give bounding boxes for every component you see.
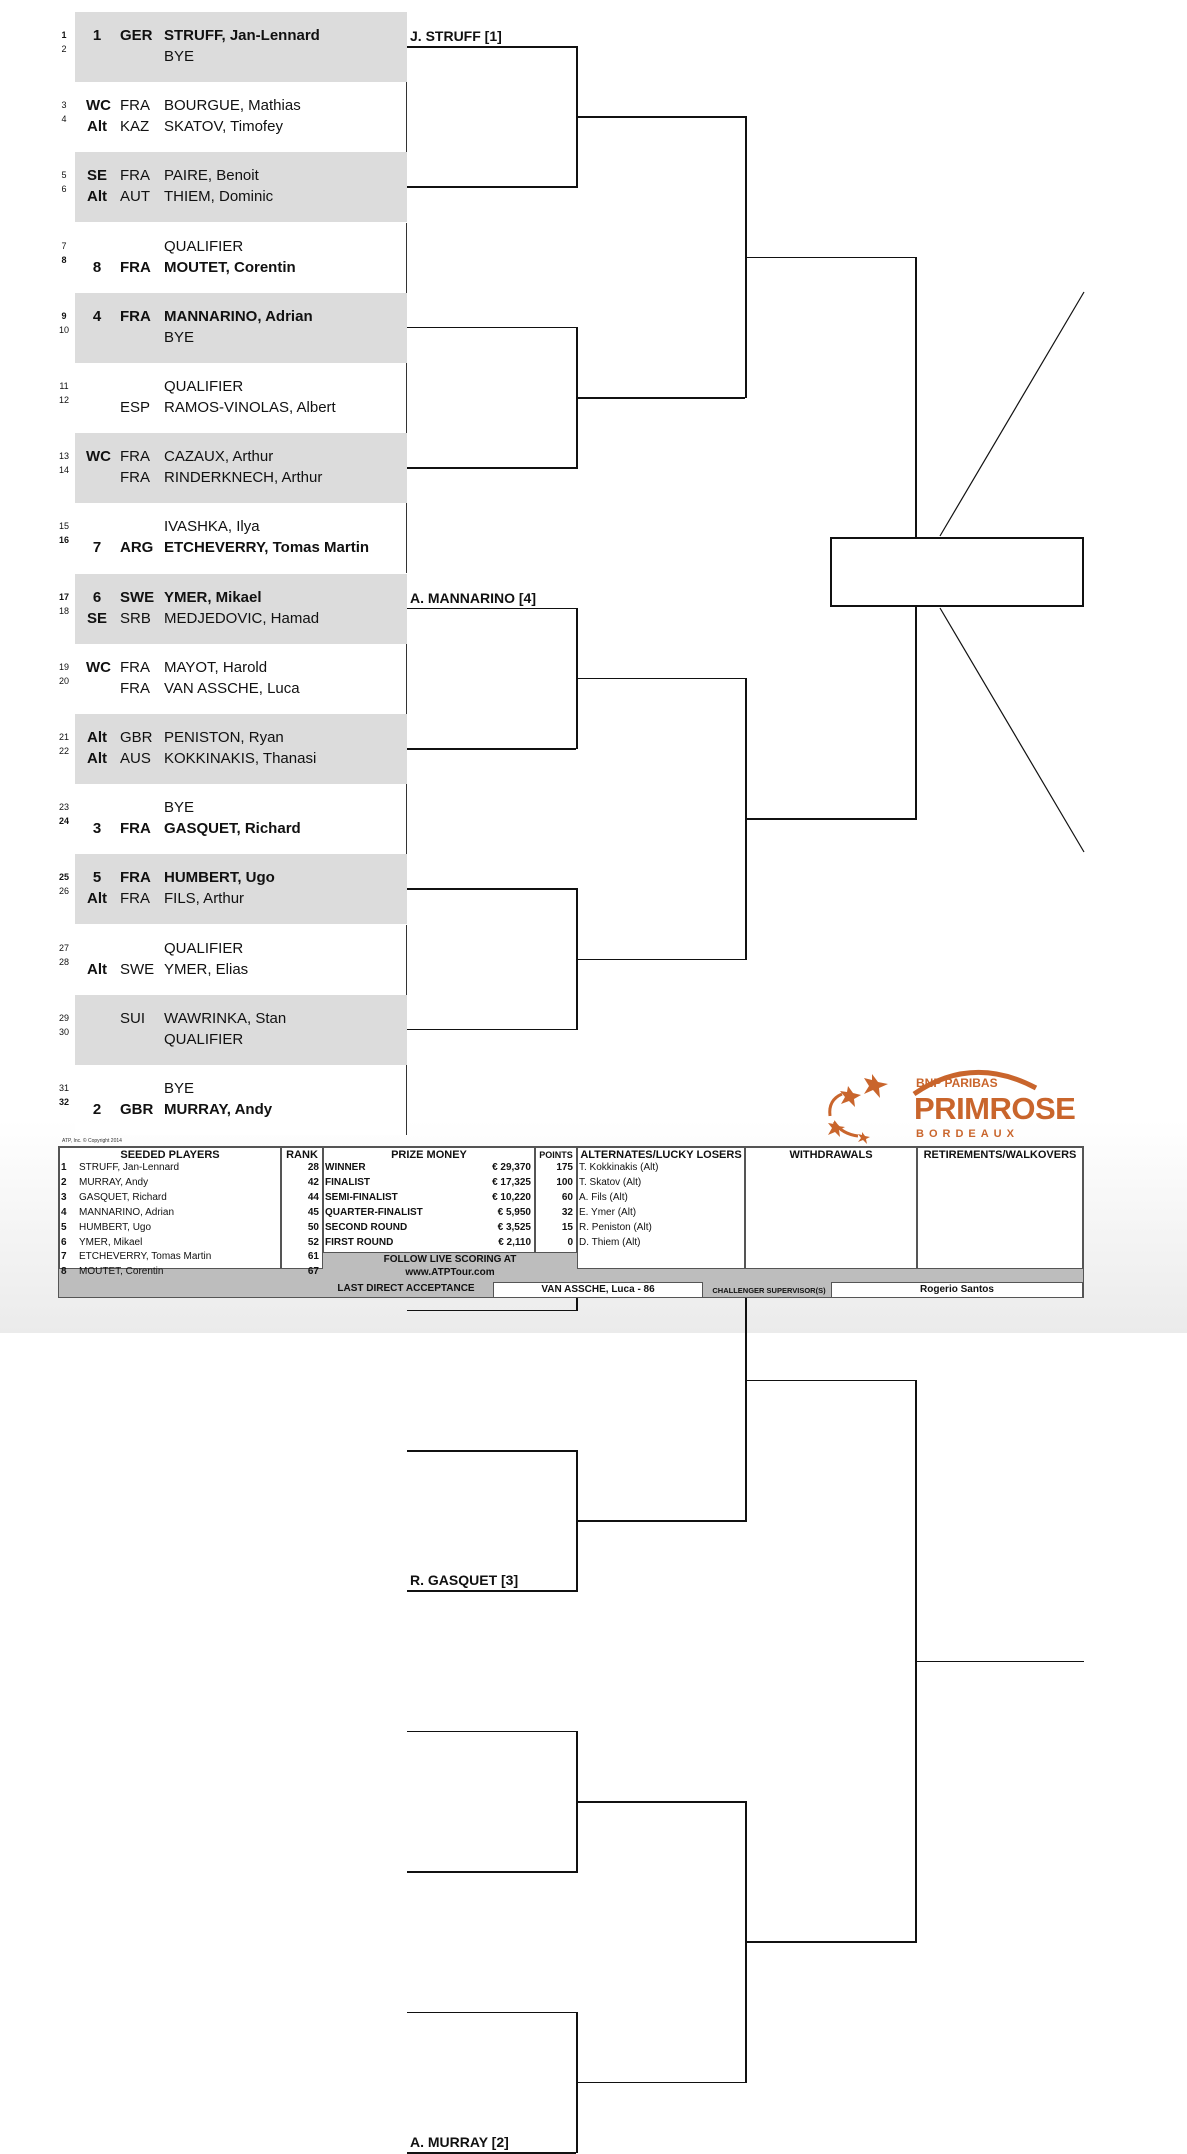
prize-points: 0 <box>567 1236 573 1248</box>
bracket-line <box>407 327 576 329</box>
player-name: QUALIFIER <box>164 378 244 395</box>
player-pos: 13 <box>58 451 69 462</box>
player-nat: ESP <box>120 399 151 416</box>
player-entry: 1 <box>92 27 102 44</box>
player-pos: 11 <box>59 381 69 391</box>
player-nat: SRB <box>120 609 151 627</box>
bracket-line <box>407 1450 576 1452</box>
prize-money: € 17,325 <box>492 1176 531 1188</box>
player-name: BOURGUE, Mathias <box>164 97 301 115</box>
player-line <box>0 956 407 980</box>
player-name: VAN ASSCHE, Luca <box>164 679 300 697</box>
logo-sponsor-text: BNP PARIBAS <box>916 1076 998 1090</box>
last-direct-acceptance-label: LAST DIRECT ACCEPTANCE <box>337 1283 475 1294</box>
prize-round: FIRST ROUND <box>325 1236 394 1248</box>
player-name: FILS, Arthur <box>164 890 245 908</box>
player-nat: SWE <box>120 960 155 978</box>
player-pos: 14 <box>58 465 69 476</box>
player-line <box>0 728 407 748</box>
player-pos: 1 <box>61 30 67 40</box>
player-line <box>0 184 407 207</box>
bracket-line <box>407 2012 576 2014</box>
player-pos: 30 <box>58 1026 69 1037</box>
player-name: KOKKINAKIS, Thanasi <box>164 750 317 767</box>
points-header: POINTS <box>539 1150 573 1160</box>
seed-number: 5 <box>61 1221 67 1233</box>
supervisor-value: Rogerio Santos <box>831 1282 1083 1298</box>
player-pos: 18 <box>58 605 69 616</box>
seed-number: 6 <box>61 1236 67 1248</box>
info-table <box>58 1146 1084 1298</box>
player-pos: 17 <box>58 591 69 602</box>
seed-player: MANNARINO, Adrian <box>79 1206 175 1218</box>
prize-money: € 10,220 <box>492 1191 531 1203</box>
prize-round: QUARTER-FINALIST <box>325 1206 423 1218</box>
second-round-player: A. MURRAY [2] <box>410 2134 509 2150</box>
bracket-line <box>576 116 745 118</box>
bracket-line <box>407 748 576 750</box>
alternate-player: A. Fils (Alt) <box>579 1191 628 1203</box>
player-nat: GBR <box>120 1101 154 1118</box>
player-nat: FRA <box>120 890 150 908</box>
bracket-line <box>407 1871 576 1873</box>
player-pos: 19 <box>58 661 69 672</box>
player-line <box>0 816 407 839</box>
player-nat: FRA <box>120 679 150 697</box>
player-pos: 8 <box>61 254 67 265</box>
seed-rank: 28 <box>307 1162 319 1173</box>
player-line <box>0 465 407 488</box>
player-name: CAZAUX, Arthur <box>164 448 274 466</box>
bracket-line <box>576 1520 745 1522</box>
player-name: HUMBERT, Ugo <box>164 869 275 887</box>
supervisor-label: CHALLENGER SUPERVISOR(S) <box>712 1286 826 1295</box>
player-nat: SUI <box>120 1009 146 1027</box>
player-name: MANNARINO, Adrian <box>164 307 313 325</box>
bracket-line <box>407 1310 576 1312</box>
alternates-header: ALTERNATES/LUCKY LOSERS <box>580 1149 742 1161</box>
bracket-line <box>576 959 745 961</box>
prize-money: € 3,525 <box>497 1221 531 1233</box>
bracket-line <box>407 1731 576 1733</box>
player-nat: FRA <box>120 167 150 185</box>
player-entry: WC <box>86 97 111 115</box>
player-pos: 22 <box>58 746 69 756</box>
player-line <box>0 166 407 186</box>
player-pos: 32 <box>58 1097 69 1107</box>
player-nat: FRA <box>120 258 151 276</box>
player-nat: FRA <box>120 658 150 676</box>
logo-stars-icon <box>828 1074 888 1144</box>
final-connector-top <box>940 292 1084 536</box>
player-name: SKATOV, Timofey <box>164 118 283 136</box>
rank-header: RANK <box>286 1149 318 1161</box>
player-entry: 4 <box>92 307 102 325</box>
bracket-line <box>745 257 915 259</box>
player-name: QUALIFIER <box>164 237 244 255</box>
bracket-line <box>576 1801 745 1803</box>
prize-points: 100 <box>556 1176 573 1188</box>
player-entry: Alt <box>87 750 107 767</box>
player-entry: Alt <box>87 890 107 908</box>
player-entry: Alt <box>87 118 107 136</box>
seed-player: YMER, Mikael <box>79 1236 143 1248</box>
player-name: BYE <box>164 48 195 65</box>
player-line <box>0 395 407 418</box>
player-name: QUALIFIER <box>164 939 244 957</box>
seed-rank: 44 <box>307 1191 319 1203</box>
player-line <box>0 26 407 46</box>
player-nat: KAZ <box>120 118 150 136</box>
player-name: QUALIFIER <box>164 1030 244 1048</box>
prize-header: PRIZE MONEY <box>391 1149 467 1161</box>
alternate-player: R. Peniston (Alt) <box>579 1221 652 1233</box>
withdrawals-header: WITHDRAWALS <box>789 1149 873 1161</box>
seed-rank: 61 <box>307 1251 319 1263</box>
seed-number: 7 <box>61 1251 67 1263</box>
player-pos: 10 <box>58 324 69 335</box>
player-pos: 15 <box>58 521 69 532</box>
prize-round: FINALIST <box>325 1176 370 1188</box>
seed-player: STRUFF, Jan-Lennard <box>79 1162 180 1173</box>
player-name: YMER, Mikael <box>164 588 262 606</box>
player-name: MAYOT, Harold <box>164 658 268 676</box>
player-pos: 28 <box>58 956 69 967</box>
player-line <box>0 588 407 608</box>
player-name: IVASHKA, Ilya <box>164 518 260 536</box>
prize-points: 15 <box>561 1221 573 1233</box>
follow-line-2: www.ATPTour.com <box>405 1267 495 1278</box>
player-entry: Alt <box>87 188 107 206</box>
bracket-line <box>407 1590 576 1592</box>
seed-number: 8 <box>61 1266 67 1278</box>
player-nat: FRA <box>120 97 150 115</box>
seed-rank: 52 <box>307 1236 319 1248</box>
player-line <box>0 798 407 818</box>
player-line <box>0 114 407 137</box>
player-line <box>0 868 407 888</box>
player-name: BYE <box>164 328 195 346</box>
player-entry: 2 <box>92 1101 102 1118</box>
player-pos: 29 <box>58 1012 69 1023</box>
player-line <box>0 939 407 959</box>
bracket-line <box>407 467 576 469</box>
bracket-line <box>745 1380 915 1382</box>
player-line <box>0 96 407 116</box>
player-entry: 7 <box>92 539 102 557</box>
player-nat: FRA <box>120 820 151 838</box>
player-line <box>0 377 407 397</box>
player-line <box>0 658 407 678</box>
player-entry: 6 <box>92 588 102 606</box>
second-round-player: J. STRUFF [1] <box>410 28 502 44</box>
logo-city: BORDEAUX <box>916 1128 1019 1140</box>
player-pos: 3 <box>61 100 67 111</box>
player-line <box>0 535 407 558</box>
player-line <box>0 1026 407 1050</box>
follow-line-1: FOLLOW LIVE SCORING AT <box>383 1254 517 1265</box>
prize-round: SECOND ROUND <box>325 1221 408 1233</box>
player-entry: SE <box>86 167 107 185</box>
player-name: BYE <box>164 1080 195 1097</box>
bracket-line <box>576 678 745 680</box>
seed-rank: 45 <box>307 1206 319 1218</box>
player-name: RINDERKNECH, Arthur <box>164 469 323 487</box>
seed-number: 1 <box>61 1162 67 1173</box>
player-name: STRUFF, Jan-Lennard <box>164 27 320 44</box>
player-pos: 9 <box>61 310 67 321</box>
prize-points: 32 <box>561 1206 573 1218</box>
seed-number: 3 <box>61 1191 67 1203</box>
seed-player: MURRAY, Andy <box>79 1176 149 1188</box>
player-line <box>0 324 407 348</box>
withdrawals-panel <box>745 1147 917 1269</box>
player-name: THIEM, Dominic <box>164 188 274 206</box>
player-entry: 3 <box>92 820 102 838</box>
player-pos: 31 <box>58 1083 69 1093</box>
seed-rank: 50 <box>307 1221 319 1233</box>
second-round-player: R. GASQUET [3] <box>410 1572 519 1589</box>
last-direct-acceptance-value: VAN ASSCHE, Luca - 86 <box>493 1282 703 1298</box>
player-line <box>0 307 407 327</box>
player-line <box>0 1079 407 1099</box>
player-nat: AUS <box>120 750 151 767</box>
player-line <box>0 44 407 67</box>
player-nat: GBR <box>120 729 153 746</box>
alternate-player: T. Skatov (Alt) <box>579 1176 642 1188</box>
player-pos: 24 <box>58 816 69 827</box>
bracket-line <box>407 46 576 48</box>
bracket-line <box>407 608 576 610</box>
prize-money: € 29,370 <box>492 1162 531 1173</box>
player-name: YMER, Elias <box>164 960 249 978</box>
player-pos: 7 <box>61 240 67 251</box>
player-pos: 21 <box>58 732 69 742</box>
player-pos: 20 <box>58 675 69 686</box>
player-pos: 26 <box>58 886 69 897</box>
seeded-header: SEEDED PLAYERS <box>120 1149 220 1161</box>
player-line <box>0 447 407 467</box>
player-line <box>0 746 407 769</box>
player-pos: 5 <box>61 170 67 181</box>
logo-title: PRIMROSE <box>914 1091 1076 1126</box>
player-name: MURRAY, Andy <box>164 1101 273 1118</box>
bracket-line <box>407 888 576 890</box>
player-pos: 27 <box>58 942 69 953</box>
player-entry: Alt <box>87 960 107 978</box>
prize-round: WINNER <box>325 1162 366 1173</box>
player-line <box>0 237 407 257</box>
player-line <box>0 605 407 629</box>
player-pos: 12 <box>58 395 69 405</box>
seed-player: GASQUET, Richard <box>79 1191 167 1203</box>
copyright: ATP, Inc. © Copyright 2014 <box>62 1138 122 1144</box>
seed-player: ETCHEVERRY, Tomas Martin <box>79 1251 212 1263</box>
player-name: PAIRE, Benoit <box>164 167 259 185</box>
seed-number: 4 <box>61 1206 67 1218</box>
seed-rank: 42 <box>307 1176 319 1188</box>
player-name: RAMOS-VINOLAS, Albert <box>164 399 336 416</box>
player-pos: 6 <box>61 184 67 195</box>
player-pos: 16 <box>58 535 69 546</box>
bracket-line <box>576 397 745 399</box>
player-nat: AUT <box>120 188 150 206</box>
prize-round: SEMI-FINALIST <box>325 1191 398 1203</box>
player-entry: Alt <box>87 729 107 746</box>
player-entry: 5 <box>92 869 102 887</box>
bracket-line <box>745 1941 915 1943</box>
alternate-player: D. Thiem (Alt) <box>579 1236 641 1248</box>
player-name: WAWRINKA, Stan <box>164 1009 287 1027</box>
retirements-header: RETIREMENTS/WALKOVERS <box>923 1149 1077 1161</box>
player-nat: SWE <box>120 588 155 606</box>
player-nat: FRA <box>120 869 151 887</box>
player-nat: ARG <box>120 539 154 557</box>
bracket-line <box>576 2082 745 2084</box>
player-name: BYE <box>164 799 195 817</box>
prize-points: 60 <box>561 1191 573 1203</box>
seed-rank: 67 <box>307 1266 319 1278</box>
player-entry: 8 <box>92 258 102 276</box>
player-name: ETCHEVERRY, Tomas Martin <box>164 539 370 557</box>
player-pos: 2 <box>61 44 67 54</box>
player-name: MOUTET, Corentin <box>164 258 296 276</box>
prize-money: € 2,110 <box>498 1236 531 1248</box>
seed-number: 2 <box>61 1176 67 1188</box>
player-name: GASQUET, Richard <box>164 820 301 838</box>
player-line <box>0 886 407 909</box>
player-nat: FRA <box>120 307 151 325</box>
bracket-line <box>407 1029 576 1031</box>
player-nat: GER <box>120 27 153 44</box>
seed-player: MOUTET, Corentin <box>79 1266 164 1278</box>
prize-points: 175 <box>556 1162 573 1173</box>
prize-money: € 5,950 <box>497 1206 531 1218</box>
player-name: PENISTON, Ryan <box>164 729 284 746</box>
bracket-line <box>745 818 915 820</box>
player-line <box>0 254 407 278</box>
bracket-line <box>407 186 576 188</box>
second-round-player: A. MANNARINO [4] <box>410 589 536 606</box>
final-connector-bottom <box>940 608 1084 852</box>
player-name: MEDJEDOVIC, Hamad <box>164 609 320 627</box>
player-line <box>0 1097 407 1120</box>
alternate-player: E. Ymer (Alt) <box>579 1206 637 1218</box>
bracket-line <box>407 2152 576 2154</box>
retirements-panel <box>917 1147 1083 1269</box>
bracket-line <box>915 1661 1084 1663</box>
champion-box <box>830 537 1084 607</box>
player-nat: FRA <box>120 469 150 487</box>
player-line <box>0 1009 407 1029</box>
alternate-player: T. Kokkinakis (Alt) <box>579 1162 659 1173</box>
player-pos: 23 <box>58 802 69 813</box>
player-pos: 25 <box>58 872 69 883</box>
player-nat: FRA <box>120 448 150 466</box>
seed-player: HUMBERT, Ugo <box>79 1221 152 1233</box>
player-line <box>0 675 407 699</box>
player-entry: WC <box>86 448 111 466</box>
player-line <box>0 517 407 537</box>
player-entry: SE <box>86 609 107 627</box>
player-pos: 4 <box>61 114 67 125</box>
player-entry: WC <box>86 658 111 676</box>
